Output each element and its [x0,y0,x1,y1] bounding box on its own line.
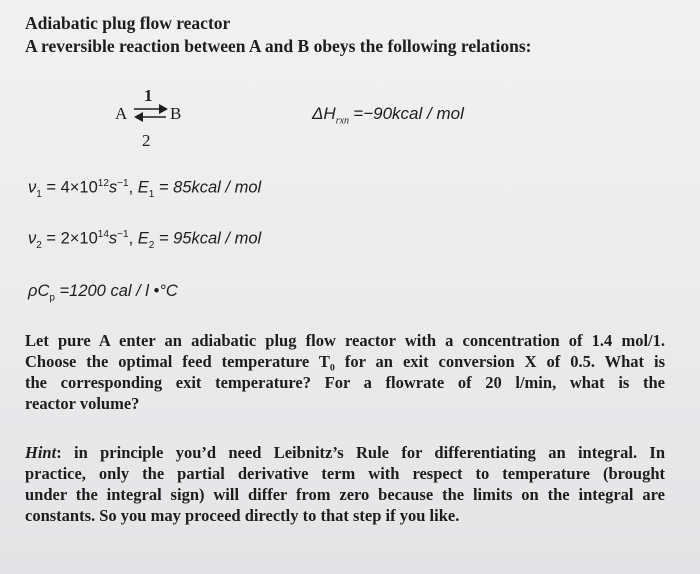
enthalpy-symbol: ΔH [312,104,336,123]
enthalpy-subscript: rxn [335,115,350,127]
intro-text: A reversible reaction between A and B obeys the following relations: [25,36,532,56]
hint-paragraph [25,442,665,526]
problem-statement [25,330,665,414]
nu-unit-exponent: −1 [117,178,129,189]
hint-line: under the integral sign) will differ from zero because the limits on the integral are [25,485,665,504]
nu-symbol: ν [28,229,37,248]
heat-capacity-symbol: ρC [28,282,50,300]
activation-energy-subscript: 1 [148,188,155,200]
activation-energy-value: = 95kcal / mol [154,229,262,248]
problem-line: Let pure A enter an adiabatic plug flow reactor with a concentration of 1.4 mol/1. [25,331,665,350]
forward-rate-label: 1 [144,86,153,105]
nu-value: = 4×10 [41,178,98,197]
nu-value: = 2×10 [41,229,98,248]
hint-line: constants. So you may proceed directly to that step if you like. [25,506,460,525]
heat-capacity-subscript: p [49,292,55,304]
hint-first-line: : in principle you’d need Leibnitz’s Rule for differentiating an integral. In [56,443,665,462]
hint-line [25,442,665,463]
reaction-scheme [115,86,195,156]
reaction-enthalpy [312,104,464,126]
hint-line: practice, only the partial derivative term with respect to temperature (brought [25,464,665,483]
document-title: Adiabatic plug flow reactor [25,13,231,33]
heat-capacity [28,282,178,303]
nu-unit: s [108,229,118,248]
heat-capacity-value: =1200 cal / l •°C [54,282,178,300]
nu-subscript: 1 [36,188,42,200]
enthalpy-value: =−90kcal / mol [353,104,464,123]
nu-exponent: 14 [97,229,109,240]
nu-exponent: 12 [97,178,109,189]
problem-line: reactor volume? [25,394,140,413]
activation-energy-symbol: E [137,229,149,248]
nu-unit-exponent: −1 [117,229,129,240]
reverse-rate-label: 2 [142,131,151,150]
rate-constant-2 [28,229,261,251]
nu-subscript: 2 [36,239,42,251]
separator: , [128,178,138,197]
nu-unit: s [108,178,118,197]
problem-line: Choose the optimal feed temperature T₀ for an exit conversion X of 0.5. What is [25,352,665,371]
hint-label: Hint [25,443,57,462]
nu-symbol: ν [28,178,37,197]
species-a: A [115,104,128,123]
activation-energy-symbol: E [137,178,149,197]
species-b: B [170,104,182,123]
separator: , [128,229,138,248]
equilibrium-arrows-icon [132,102,170,124]
rate-constant-1 [28,178,261,200]
problem-line: the corresponding exit temperature? For a flowrate of 20 l/min, what is the [25,373,665,392]
activation-energy-value: = 85kcal / mol [154,178,262,197]
activation-energy-subscript: 2 [148,239,155,251]
